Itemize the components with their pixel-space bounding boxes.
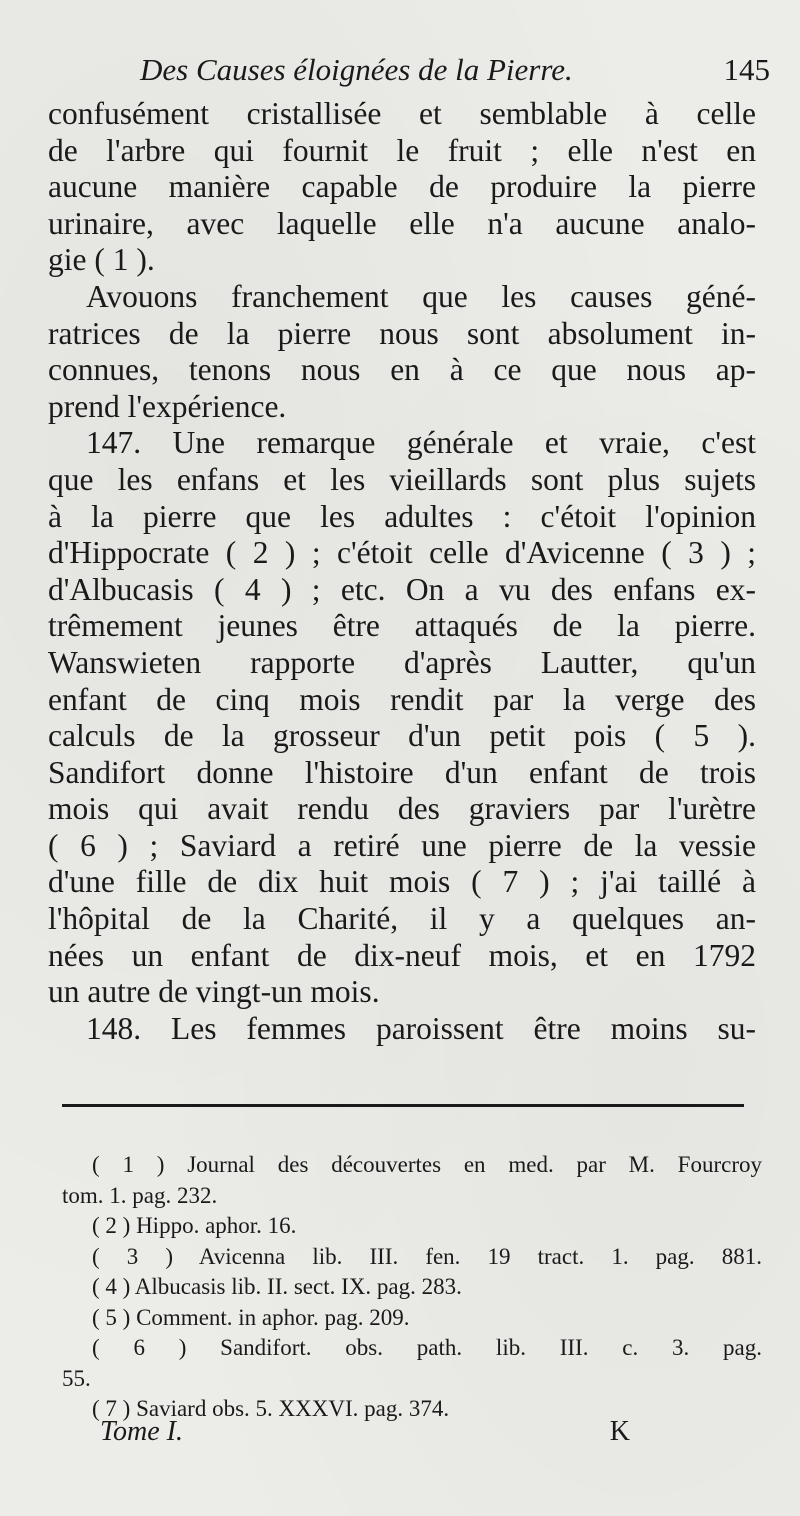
body-line: gie ( 1 ). bbox=[48, 242, 155, 278]
page-number: 145 bbox=[723, 52, 770, 87]
body-line: calculs de la grosseur d'un petit pois ( 5 ). bbox=[48, 718, 756, 754]
body-line: à la pierre que les adultes : c'étoit l'opinion bbox=[48, 498, 756, 534]
body-line: trêmement jeunes être attaqués de la pierre. bbox=[48, 608, 756, 644]
footnote-line: ( 5 ) Comment. in aphor. pag. 209. bbox=[92, 1304, 410, 1330]
body-line: mois qui avait rendu des graviers par l'urètre bbox=[48, 791, 756, 827]
body-line: nées un enfant de dix-neuf mois, et en 1792 bbox=[48, 937, 756, 973]
body-line: un autre de vingt-un mois. bbox=[48, 974, 380, 1010]
running-title: Des Causes éloignées de la Pierre. bbox=[140, 52, 573, 87]
body-text bbox=[48, 96, 756, 1047]
body-line: confusément cristallisée et semblable à celle bbox=[48, 96, 756, 131]
footnote-line: ( 3 ) Avicenna lib. III. fen. 19 tract. 1. pag. 881. bbox=[92, 1243, 762, 1269]
body-line: urinaire, avec laquelle elle n'a aucune analo- bbox=[48, 205, 756, 241]
body-line: enfant de cinq mois rendit par la verge des bbox=[48, 681, 756, 717]
body-line: 148. Les femmes paroissent être moins su- bbox=[86, 1010, 756, 1046]
body-line: d'une fille de dix huit mois ( 7 ) ; j'ai taillé à bbox=[48, 864, 756, 900]
footnote-line: ( 6 ) Sandifort. obs. path. lib. III. c. 3. pag. bbox=[92, 1335, 762, 1360]
body-line: Sandifort donne l'histoire d'un enfant de trois bbox=[48, 754, 756, 790]
signature-mark: K bbox=[609, 1416, 630, 1447]
running-header bbox=[140, 52, 770, 92]
footnote-line: tom. 1. pag. 232. bbox=[62, 1182, 218, 1208]
footnote-line: ( 4 ) Albucasis lib. II. sect. IX. pag. 283. bbox=[92, 1274, 462, 1299]
body-line: ratrices de la pierre nous sont absolument in- bbox=[48, 315, 756, 351]
body-line: d'Albucasis ( 4 ) ; etc. On a vu des enfans ex- bbox=[48, 571, 756, 607]
body-line: prend l'expérience. bbox=[48, 388, 287, 424]
body-line: 147. Une remarque générale et vraie, c'est bbox=[86, 425, 756, 461]
footnotes bbox=[62, 1150, 762, 1425]
volume-label: Tome I. bbox=[100, 1416, 183, 1447]
body-line: l'hôpital de la Charité, il y a quelques an- bbox=[48, 901, 756, 937]
body-line: de l'arbre qui fournit le fruit ; elle n'est en bbox=[48, 132, 756, 168]
footnote-line: ( 1 ) Journal des découvertes en med. par M. Fourcroy bbox=[92, 1152, 762, 1177]
body-line: d'Hippocrate ( 2 ) ; c'étoit celle d'Avicenne ( 3 ) ; bbox=[48, 535, 756, 571]
body-line: Wanswieten rapporte d'après Lautter, qu'un bbox=[48, 644, 756, 680]
body-line: ( 6 ) ; Saviard a retiré une pierre de la vessie bbox=[48, 827, 756, 863]
body-line: Avouons franchement que les causes géné- bbox=[86, 278, 756, 314]
footnote-line: 55. bbox=[62, 1365, 91, 1391]
body-line: que les enfans et les vieillards sont plus sujets bbox=[48, 461, 756, 497]
footnote-separator-rule bbox=[62, 1104, 744, 1107]
body-line: connues, tenons nous en à ce que nous ap- bbox=[48, 352, 756, 388]
footnote-line: ( 7 ) Saviard obs. 5. XXXVI. pag. 374. bbox=[92, 1396, 450, 1421]
footnote-line: ( 2 ) Hippo. aphor. 16. bbox=[92, 1213, 297, 1238]
body-line: aucune manière capable de produire la pierre bbox=[48, 169, 756, 205]
page-footer bbox=[100, 1416, 630, 1456]
